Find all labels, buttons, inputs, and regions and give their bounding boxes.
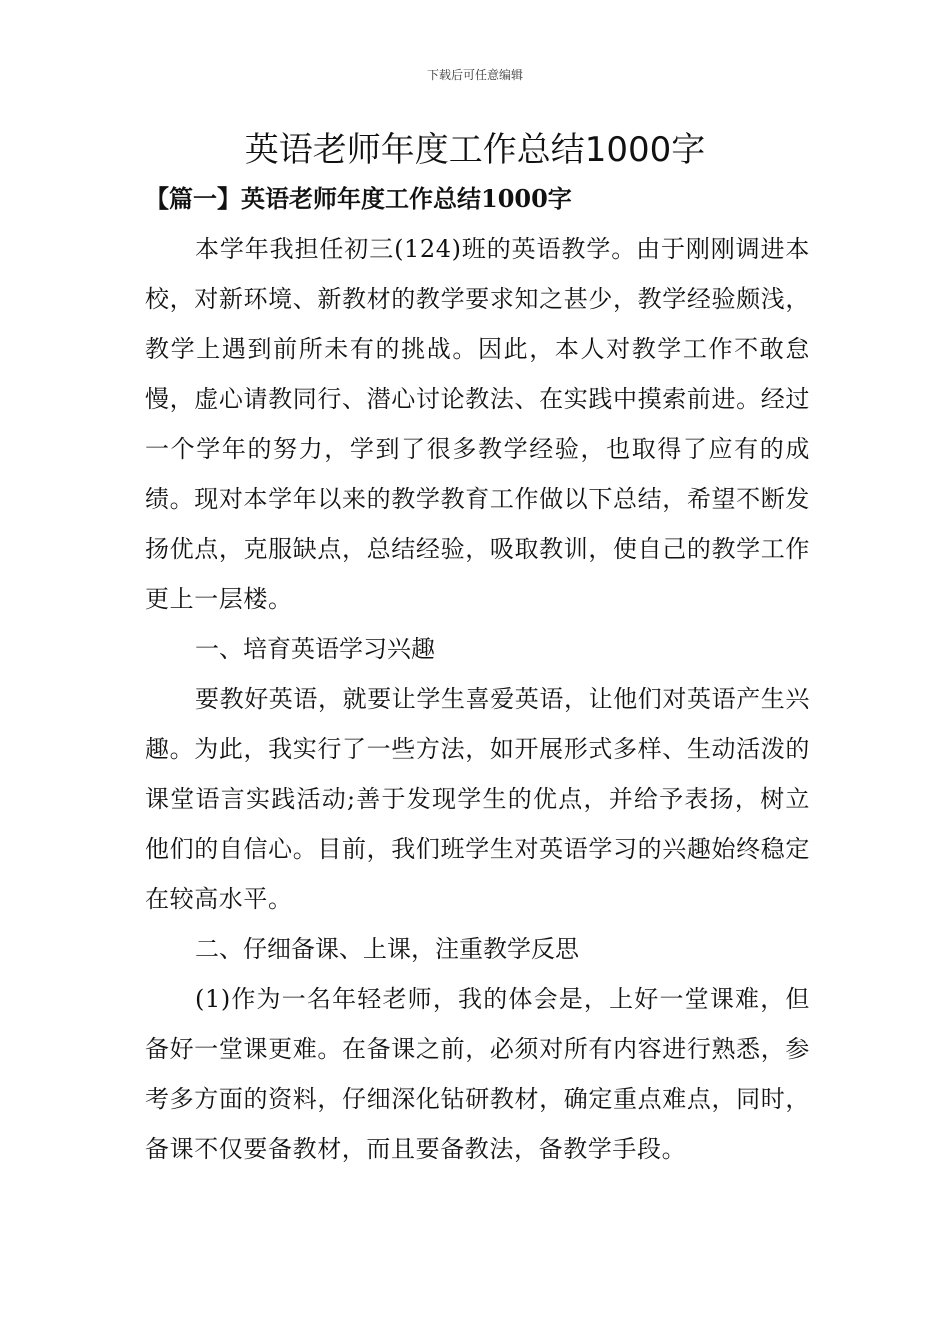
- section-heading: 【篇一】英语老师年度工作总结1000字: [145, 184, 572, 213]
- subheading-preparation: 二、仔细备课、上课，注重教学反思: [195, 935, 579, 963]
- paragraph-interest: 要教好英语，就要让学生喜爱英语，让他们对英语产生兴趣。为此，我实行了一些方法，如开展形式多样、生动活泼的课堂语言实践活动;善于发现学生的优点，并给予表扬，树立他们的自信心。目前，我们班学生对英语学习的兴趣始终稳定在较高水平。: [145, 685, 810, 913]
- document-title: 英语老师年度工作总结1000字: [244, 130, 706, 170]
- paragraph-intro: 本学年我担任初三(124)班的英语教学。由于刚刚调进本校，对新环境、新教材的教学要求知之甚少，教学经验颇浅，教学上遇到前所未有的挑战。因此，本人对教学工作不敢怠慢，虚心请教同行、潜心讨论教法、在实践中摸索前进。经过一个学年的努力，学到了很多教学经验，也取得了应有的成绩。现对本学年以来的教学教育工作做以下总结，希望不断发扬优点，克服缺点，总结经验，吸取教训，使自己的教学工作更上一层楼。: [145, 235, 810, 613]
- paragraph-preparation: (1)作为一名年轻老师，我的体会是，上好一堂课难，但备好一堂课更难。在备课之前，必须对所有内容进行熟悉，参考多方面的资料，仔细深化钻研教材，确定重点难点，同时，备课不仅要备教材，而且要备教法，备教学手段。: [145, 985, 810, 1163]
- subheading-interest: 一、培育英语学习兴趣: [195, 635, 435, 663]
- page-header-note: 下载后可任意编辑: [426, 68, 523, 82]
- document-body: [145, 224, 810, 1174]
